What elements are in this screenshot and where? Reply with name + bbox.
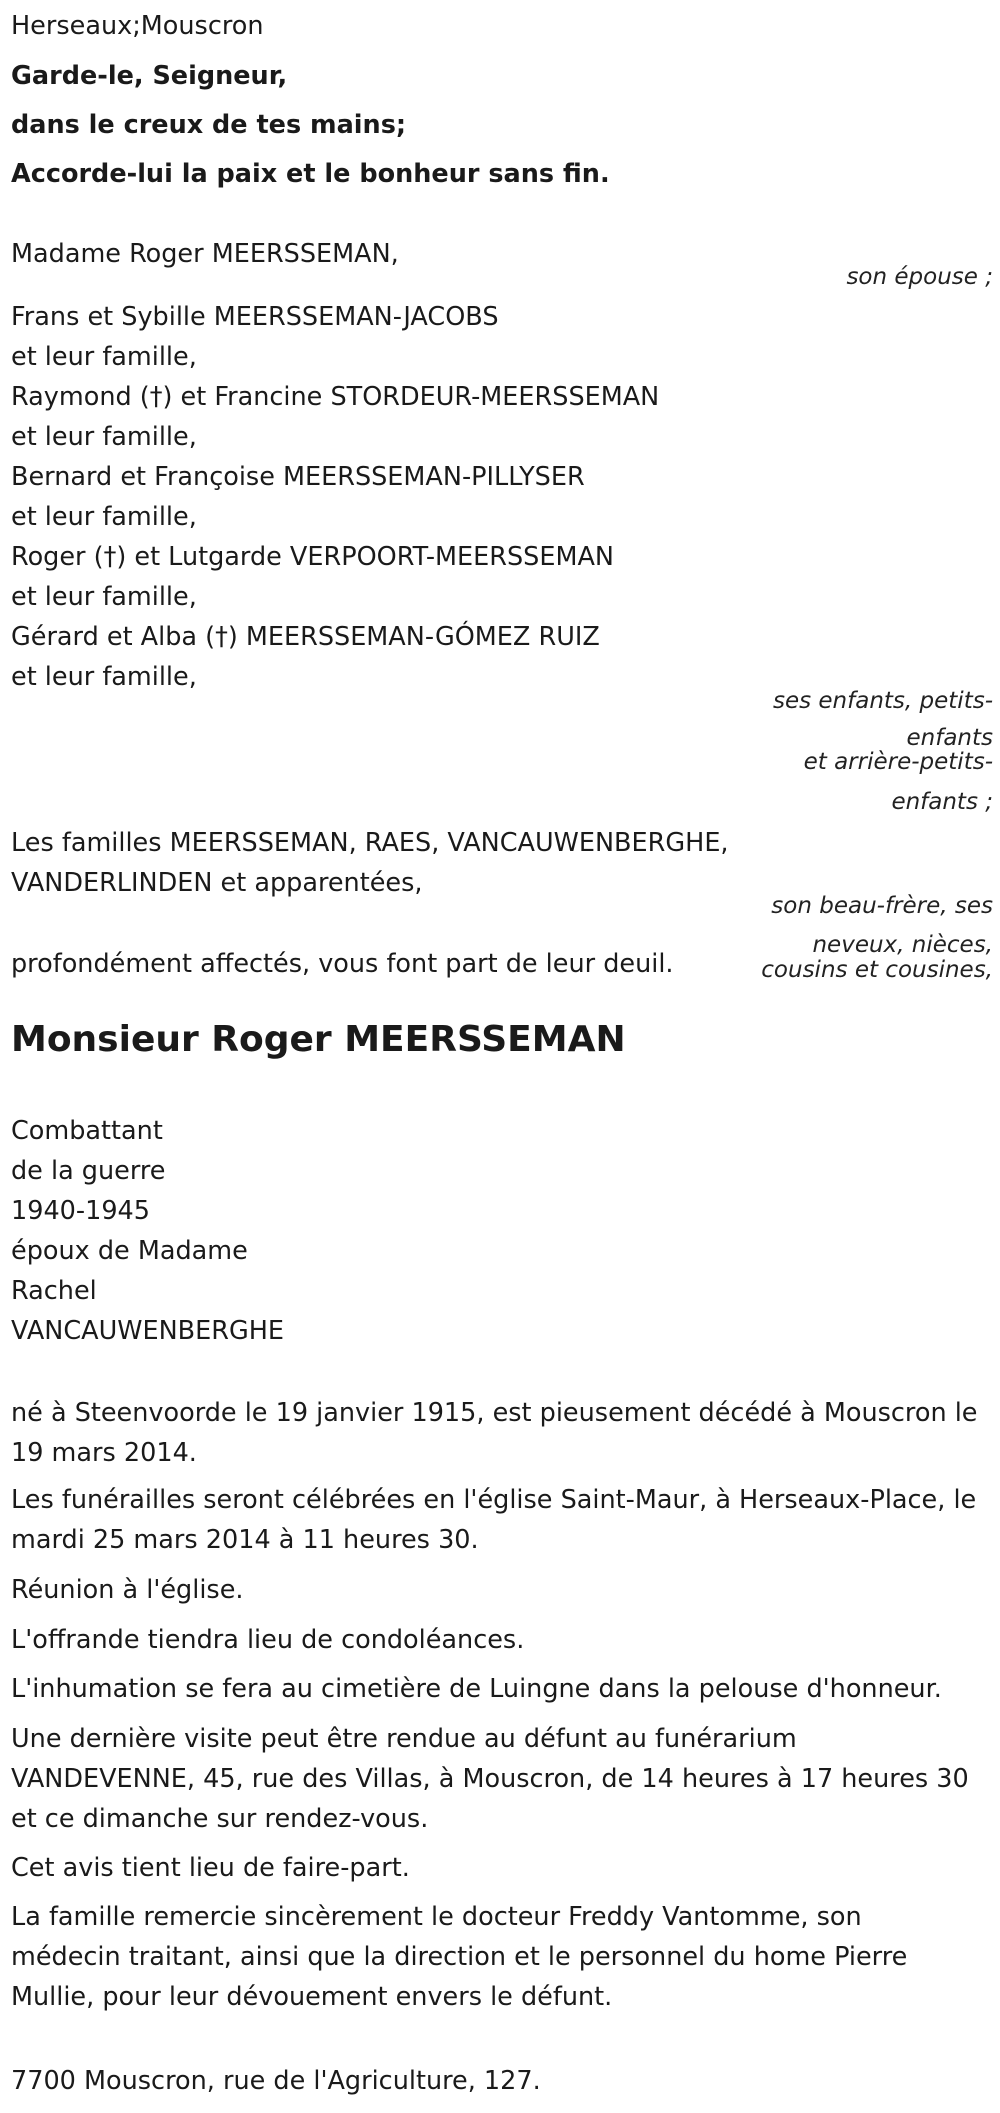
children-line: et leur famille, (11, 422, 197, 452)
children-line: Frans et Sybille MEERSSEMAN-JACOBS (11, 302, 499, 332)
deceased-name: Monsieur Roger MEERSSEMAN (11, 1019, 626, 1060)
children-line: et leur famille, (11, 502, 197, 532)
children-line: et leur famille, (11, 582, 197, 612)
paragraph-faire-part: Cet avis tient lieu de faire-part. (11, 1853, 410, 1883)
location-header: Herseaux;Mouscron (11, 11, 264, 41)
deceased-detail: 1940-1945 (11, 1196, 150, 1226)
children-role-line: enfants (906, 725, 993, 751)
children-role-line: ses enfants, petits- (772, 688, 993, 714)
paragraph-offrande: L'offrande tiendra lieu de condoléances. (11, 1625, 525, 1655)
paragraph-funeral: Les funérailles seront célébrées en l'église Saint-Maur, à Herseaux-Place, le mardi 25 mars 2014 à 11 heures 30. (11, 1485, 977, 1555)
families-line: VANDERLINDEN et apparentées, (11, 868, 423, 898)
children-line: Bernard et Françoise MEERSSEMAN-PILLYSER (11, 462, 585, 492)
announcement: profondément affectés, vous font part de leur deuil. (11, 949, 674, 979)
verse-line-2: dans le creux de tes mains; (11, 110, 407, 140)
spouse-role: son épouse ; (846, 264, 993, 290)
paragraph-visit: Une dernière visite peut être rendue au défunt au funérarium VANDEVENNE, 45, rue des Villas, à Mouscron, de 14 heures à 17 heures 30 et ce dimanche sur rendez-vous. (11, 1724, 969, 1834)
paragraph-thanks: La famille remercie sincèrement le docteur Freddy Vantomme, son médecin traitant, ainsi que la direction et le personnel du home Pierre Mullie, pour leur dévouement envers le défunt. (11, 1902, 908, 2012)
families-line: Les familles MEERSSEMAN, RAES, VANCAUWENBERGHE, (11, 828, 729, 858)
children-line: Raymond (†) et Francine STORDEUR-MEERSSEMAN (11, 382, 660, 412)
paragraph-reunion: Réunion à l'église. (11, 1575, 244, 1605)
children-line: Roger (†) et Lutgarde VERPOORT-MEERSSEMAN (11, 542, 614, 572)
verse-line-3: Accorde-lui la paix et le bonheur sans fin. (11, 159, 610, 189)
families-role-line: neveux, nièces, (812, 932, 993, 958)
children-line: et leur famille, (11, 662, 197, 692)
children-role-line: enfants ; (891, 789, 993, 815)
deceased-detail: Rachel (11, 1276, 97, 1306)
deceased-detail: Combattant (11, 1116, 163, 1146)
families-role-line: son beau-frère, ses (771, 893, 993, 919)
paragraph-inhumation: L'inhumation se fera au cimetière de Luingne dans la pelouse d'honneur. (11, 1674, 942, 1704)
verse-line-1: Garde-le, Seigneur, (11, 61, 288, 91)
address: 7700 Mouscron, rue de l'Agriculture, 127. (11, 2066, 541, 2096)
children-line: Gérard et Alba (†) MEERSSEMAN-GÓMEZ RUIZ (11, 622, 600, 652)
children-role-line: et arrière-petits- (803, 749, 993, 775)
children-line: et leur famille, (11, 342, 197, 372)
deceased-detail: de la guerre (11, 1156, 166, 1186)
spouse-name: Madame Roger MEERSSEMAN, (11, 239, 399, 269)
families-role-line: cousins et cousines, (761, 957, 993, 983)
paragraph-birth-death: né à Steenvoorde le 19 janvier 1915, est pieusement décédé à Mouscron le 19 mars 2014. (11, 1398, 978, 1468)
deceased-detail: époux de Madame (11, 1236, 248, 1266)
deceased-detail: VANCAUWENBERGHE (11, 1316, 285, 1346)
